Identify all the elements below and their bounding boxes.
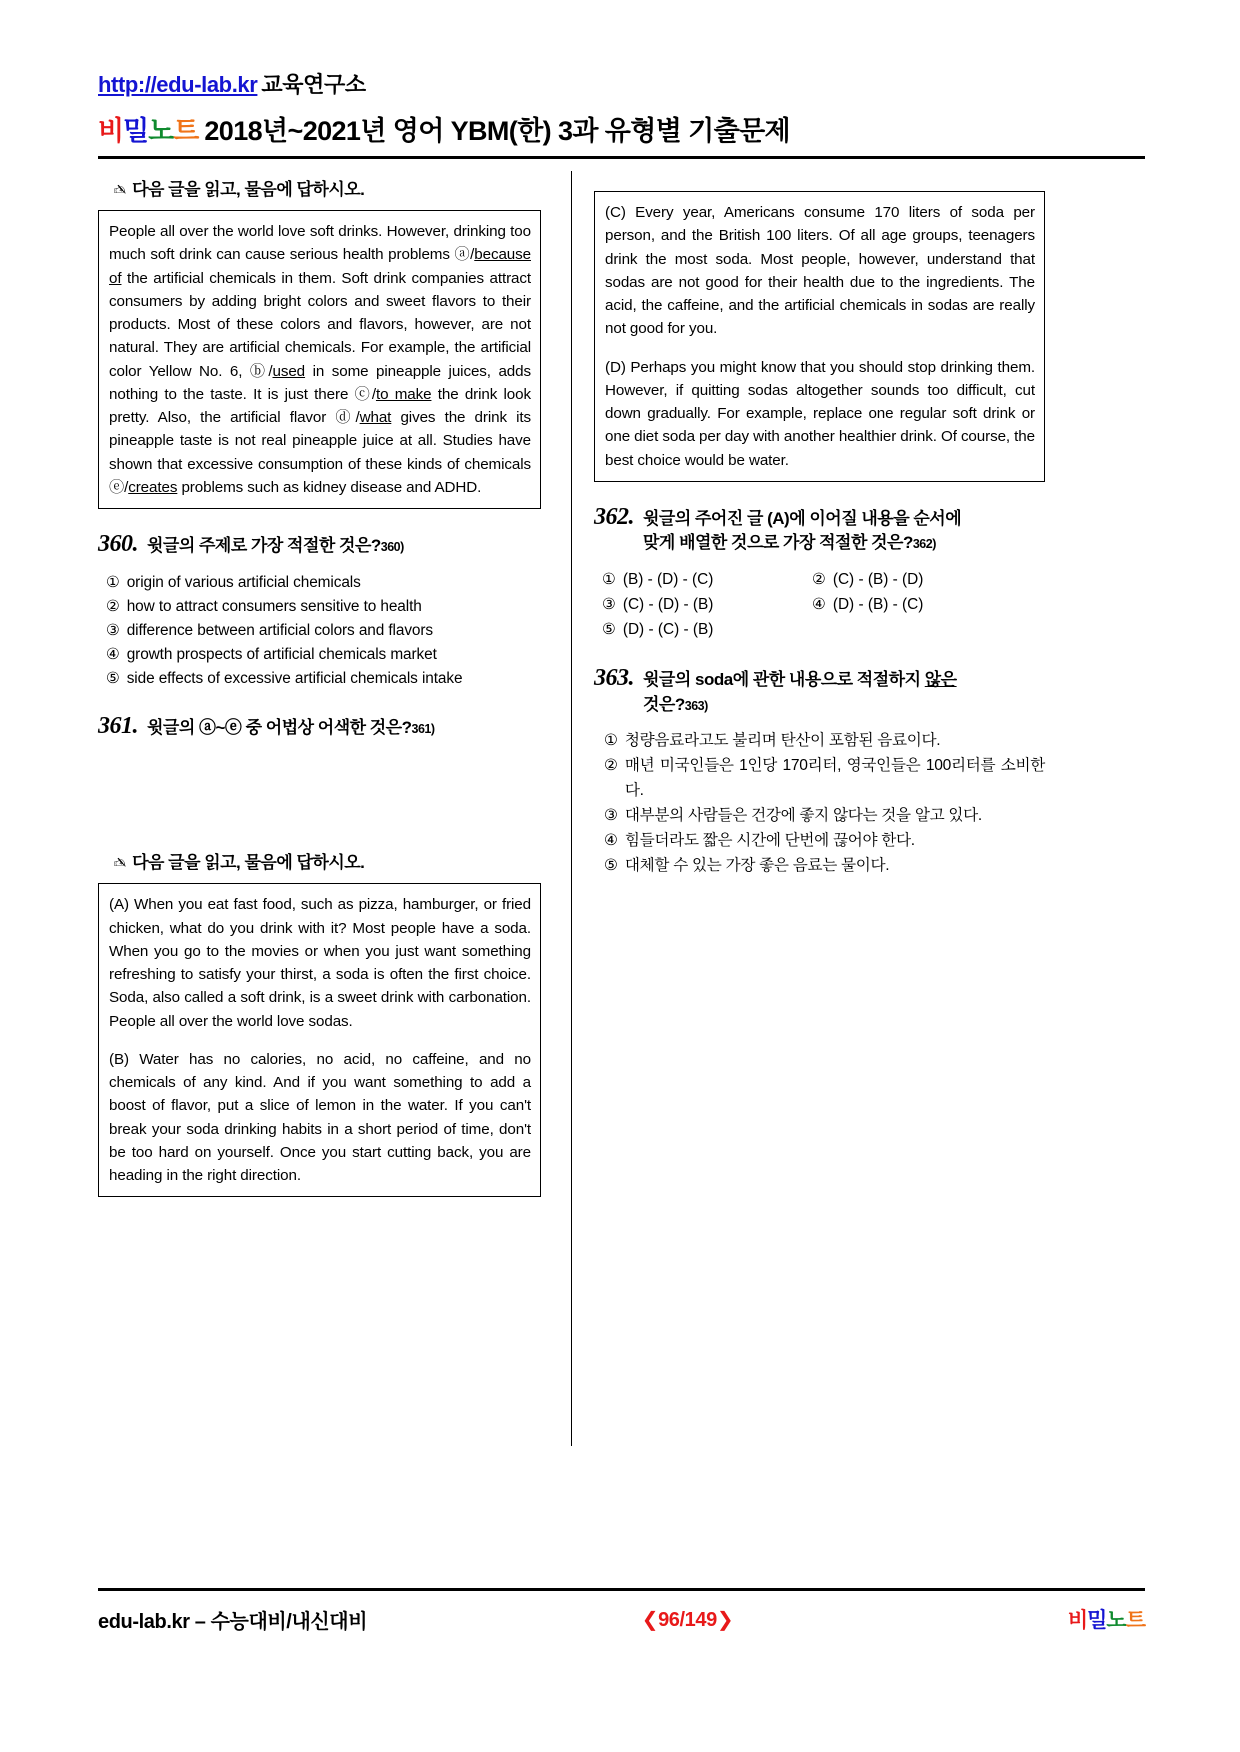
footer-left-label: edu-lab.kr – 수능대비/내신대비 [98, 1610, 368, 1633]
choice-marker: ② [106, 597, 120, 615]
question-363-head [594, 665, 1045, 717]
instruction-text-2: 다음 글을 읽고, 물음에 답하시오. [132, 853, 365, 873]
p1-seg-3: in some pineapple juices, adds nothing to the taste. It is just there ⓒ/ [109, 362, 531, 403]
choice-item[interactable] [594, 829, 1045, 854]
title-text: 2018년~2021년 영어 YBM(한) 3과 유형별 기출문제 [204, 116, 791, 146]
passage-box-2 [98, 883, 541, 1197]
passage-2-para-b: (B) Water has no calories, no acid, no caffeine, and no chemicals of any kind. And if you want something to add a boost of flavor, put a slice of lemon in the water. If you can't break your soda drinking habits in a short period of time, don't be too hard on yourself. Once you start cutting back, you are heading in the right direction. [109, 1050, 531, 1185]
logo-char-2: 밀 [123, 116, 149, 146]
choice-item[interactable] [98, 595, 541, 619]
choice-marker: ③ [604, 806, 618, 824]
q363-pre: 윗글의 [643, 669, 695, 689]
question-362-choices [594, 568, 1045, 643]
logo-char-4: 트 [173, 116, 199, 146]
choice-item[interactable] [602, 618, 812, 643]
q360-qmark: ? [370, 536, 381, 555]
choice-marker: ③ [602, 595, 616, 613]
q362-qmark: ? [902, 533, 913, 553]
brand-logo [98, 116, 198, 146]
choice-item[interactable] [812, 568, 1022, 593]
choice-text: origin of various artificial chemicals [126, 573, 361, 591]
footer-logo-char-1: 비 [1067, 1609, 1088, 1632]
q363-keyword: soda [695, 669, 733, 689]
q362-line2: 맞게 배열한 것으로 가장 적절한 것은 [643, 533, 903, 553]
passage-3-para-d: (D) Perhaps you might know that you should stop drinking them. However, if quitting sodas altogether sounds too difficult, cut down gradually. For example, replace one regular soft drink or one diet soda per day with another healthier drink. Of course, the best choice would be water. [605, 358, 1035, 469]
choice-item[interactable] [594, 754, 1045, 804]
q363-line2: 것은 [643, 694, 675, 714]
q362-sup: 362) [912, 537, 936, 552]
question-362 [594, 504, 1045, 643]
choice-marker: ⑤ [106, 669, 120, 687]
page-indicator: ❮96/149❯ [641, 1608, 734, 1631]
passage-box-3 [594, 191, 1045, 482]
p1-seg-6: problems such as kidney disease and ADHD. [177, 478, 482, 496]
q363-sup: 363) [684, 698, 708, 713]
choice-text: 대부분의 사람들은 건강에 좋지 않다는 것을 알고 있다. [624, 806, 982, 824]
choice-text: (D) - (B) - (C) [832, 595, 924, 613]
footer-logo-char-4: 트 [1125, 1609, 1145, 1632]
column-divider [571, 171, 572, 1446]
choice-row [602, 568, 1045, 593]
choice-marker: ② [604, 757, 618, 775]
p1-seg-4: the drink look pretty. Also, the artificial flavor ⓓ/ [109, 385, 531, 426]
right-column [590, 171, 1045, 1541]
q362-line1: 윗글의 주어진 글 (A)에 이어질 내용을 순서에 [643, 508, 962, 528]
question-360-text [147, 534, 404, 559]
choice-text: (D) - (C) - (B) [622, 620, 714, 638]
page-footer [98, 1588, 1145, 1634]
choice-marker: ⑤ [604, 856, 618, 874]
question-361 [98, 713, 541, 741]
left-column [98, 171, 553, 1541]
p1-underline-e: creates [128, 478, 178, 496]
q363-mid: 에 관한 내용으로 적절하지 [732, 669, 925, 689]
pencil-icon: ✍ [114, 855, 127, 873]
logo-char-3: 노 [148, 116, 174, 146]
instruction-text-1: 다음 글을 읽고, 물음에 답하시오. [132, 180, 365, 199]
question-362-number: 362. [594, 503, 634, 530]
question-363-text [643, 668, 957, 717]
question-360-choices [98, 571, 541, 691]
choice-item[interactable] [594, 854, 1045, 879]
choice-item[interactable] [594, 729, 1045, 754]
question-363-number: 363. [594, 664, 634, 691]
question-363-choices [594, 729, 1045, 879]
choice-text: 매년 미국인들은 1인당 170리터, 영국인들은 100리터를 소비한다. [624, 757, 1045, 800]
pencil-icon: ✍ [114, 182, 127, 199]
q361-qmark: ? [401, 717, 412, 737]
choice-row [602, 593, 1045, 618]
q363-qmark: ? [674, 694, 685, 714]
question-360-head [98, 531, 541, 559]
choice-item[interactable] [602, 593, 812, 618]
footer-row [98, 1604, 1145, 1634]
choice-marker: ① [604, 732, 618, 750]
choice-item[interactable] [98, 667, 541, 691]
choice-text: (C) - (D) - (B) [622, 595, 714, 613]
footer-logo-char-3: 노 [1106, 1609, 1126, 1632]
passage-3-para-c: (C) Every year, Americans consume 170 liters of soda per person, and the British 100 liters. Of all age groups, teenagers drink the most soda. Most people, however, understand that sodas are not good for their health due to the ingredients. The acid, the caffeine, and the artificial chemicals in sodas are really not good for you. [605, 204, 1035, 338]
choice-item[interactable] [98, 619, 541, 643]
site-org-label: 교육연구소 [261, 72, 366, 97]
p1-seg-1: People all over the world love soft drinks. However, drinking too much soft drink can cause serious health problems ⓐ/ [109, 223, 531, 264]
choice-text: difference between artificial colors and flavors [126, 621, 434, 639]
choice-item[interactable] [98, 643, 541, 667]
choice-row [602, 618, 1045, 643]
content-columns [98, 171, 1145, 1541]
choice-marker: ① [106, 573, 120, 591]
instruction-line-2 [114, 848, 541, 873]
choice-marker: ④ [106, 645, 120, 663]
question-361-text [147, 716, 435, 741]
p1-seg-2: the artificial chemicals in them. Soft drink companies attract consumers by adding bright colors and sweet flavors to their products. Most of these colors and flavors, however, are not natural. They are artificial chemicals. For example, the artificial color Yellow No. 6, ⓑ/ [109, 269, 531, 380]
site-header [98, 68, 1145, 99]
choice-marker: ⑤ [602, 620, 616, 638]
passage-2-para-a: (A) When you eat fast food, such as pizza, hamburger, or fried chicken, what do you drink with it? Most people have a soda. When you go to the movies or when you just want something refreshing to satisfy your thirst, a soda is often the first choice. Soda, also called a soft drink, is a sweet drink with carbonation. People all over the world love sodas. [109, 896, 531, 1030]
footer-brand-logo [1068, 1604, 1145, 1634]
footer-divider [98, 1588, 1145, 1591]
q363-negation: 않은 [924, 669, 957, 689]
choice-item[interactable] [594, 804, 1045, 829]
choice-text: (B) - (D) - (C) [622, 571, 714, 589]
question-361-number: 361. [98, 712, 138, 739]
choice-marker: ④ [812, 595, 826, 613]
choice-marker: ④ [604, 831, 618, 849]
question-362-head [594, 504, 1045, 556]
instruction-line-1 [114, 175, 541, 200]
q361-prompt: 윗글의 ⓐ~ⓔ 중 어법상 어색한 것은 [147, 717, 402, 737]
question-360 [98, 531, 541, 691]
p1-underline-c: to make [375, 385, 432, 403]
question-362-text [643, 507, 961, 556]
page-title [98, 109, 1145, 148]
p1-underline-a: because of [109, 246, 531, 287]
q360-prompt: 윗글의 주제로 가장 적절한 것은 [147, 536, 371, 555]
choice-marker: ① [602, 571, 616, 589]
choice-item[interactable] [98, 571, 541, 595]
logo-char-1: 비 [98, 116, 124, 146]
passage-box-1 [98, 210, 541, 509]
footer-logo-char-2: 밀 [1087, 1609, 1107, 1632]
p1-underline-b: used [272, 362, 306, 380]
choice-item[interactable] [812, 593, 1022, 618]
choice-text: growth prospects of artificial chemicals market [126, 645, 437, 663]
header-divider [98, 156, 1145, 159]
choice-text: side effects of excessive artificial chemicals intake [126, 669, 463, 687]
choice-text: (C) - (B) - (D) [832, 571, 924, 589]
p1-underline-d: what [359, 409, 392, 426]
passage-1-text [109, 220, 531, 499]
q361-sup: 361) [411, 721, 435, 736]
choice-text: 청량음료라고도 불리며 탄산이 포함된 음료이다. [624, 732, 941, 750]
choice-marker: ③ [106, 621, 120, 639]
question-361-head [98, 713, 541, 741]
choice-text: 대체할 수 있는 가장 좋은 음료는 물이다. [624, 856, 890, 874]
choice-text: 힘들더라도 짧은 시간에 단번에 끊어야 한다. [624, 831, 915, 849]
q360-sup: 360) [380, 540, 404, 554]
question-360-number: 360. [98, 531, 138, 557]
site-url-link[interactable]: http://edu-lab.kr [98, 72, 258, 97]
p1-seg-5: gives the drink its pineapple taste is not real pineapple juice at all. Studies have shown that excessive consumption of these kinds of chemicals ⓔ/ [109, 409, 531, 496]
choice-marker: ② [812, 571, 826, 589]
choice-item[interactable] [602, 568, 812, 593]
question-363 [594, 665, 1045, 879]
choice-text: how to attract consumers sensitive to health [126, 597, 422, 615]
